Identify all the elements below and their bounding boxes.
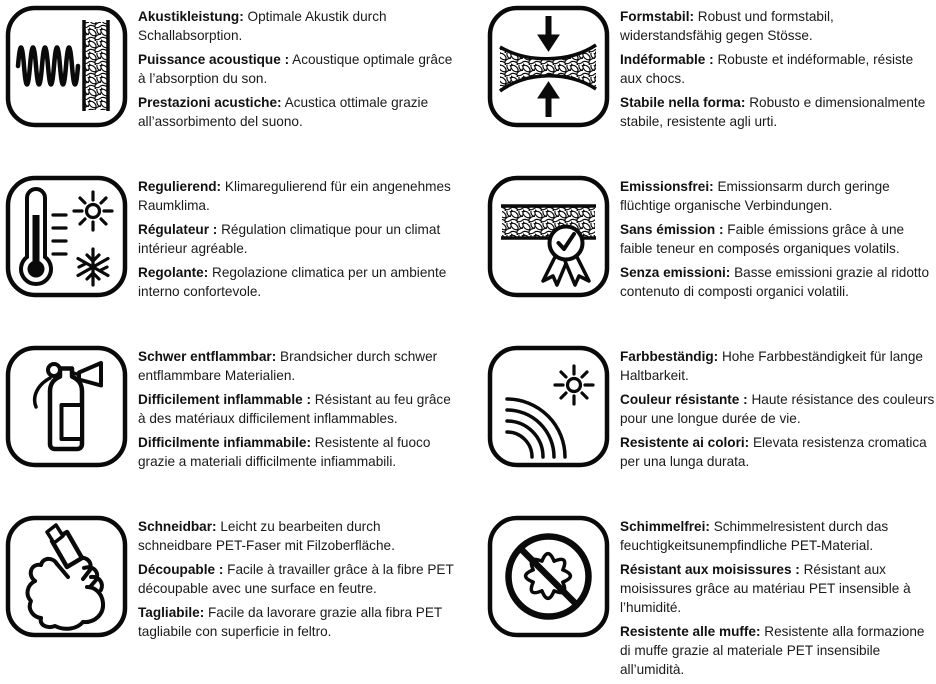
feature-text-fr: Résistant aux moisissures : Résistant aux moisissures grâce au matériau PET insensible à l’humidité. <box>620 562 911 615</box>
feature-climate-regulation <box>0 170 468 340</box>
feature-text-de: Schneidbar: Leicht zu bearbeiten durch schneidbare PET-Faser mit Filzoberfläche. <box>138 519 395 553</box>
feature-text-fr: Puissance acoustique : Acoustique optimale grâce à l’absorption du son. <box>138 52 453 86</box>
feature-text-block <box>620 345 936 476</box>
feature-text-block <box>620 515 936 684</box>
feature-text-block <box>138 5 458 136</box>
feature-text-fr: Sans émission : Faible émissions grâce à une faible teneur en composés organiques volatils. <box>620 222 905 256</box>
feature-acoustic-performance <box>0 0 468 170</box>
feature-text-fr: Difficilement inflammable : Résistant au feu grâce à des matériaux difficilement inflammables. <box>138 392 451 426</box>
sound-absorption-icon <box>5 5 128 128</box>
feature-text-fr: Couleur résistante : Haute résistance des couleurs pour une longue durée de vie. <box>620 392 935 426</box>
feature-text-de: Schimmelfrei: Schimmelresistent durch das feuchtigkeitsunempfindliche PET-Material. <box>620 519 889 553</box>
feature-text-block <box>138 515 458 646</box>
feature-text-fr: Régulateur : Régulation climatique pour un climat intérieur agréable. <box>138 222 441 256</box>
feature-text-it: Regolante: Regolazione climatica per un ambiente interno confortevole. <box>138 265 447 299</box>
feature-text-de: Farbbeständig: Hohe Farbbeständigkeit für lange Haltbarkeit. <box>620 349 923 383</box>
thermometer-sun-snowflake-icon <box>5 175 128 298</box>
feature-text-de: Emissionsfrei: Emissionsarm durch geringe flüchtige organische Verbindungen. <box>620 179 890 213</box>
feature-text-de: Schwer entflammbar: Brandsicher durch schwer entflammbare Materialien. <box>138 349 438 383</box>
feature-emission-free <box>468 170 936 340</box>
hand-cutter-icon <box>5 515 128 638</box>
feature-text-block <box>138 175 458 306</box>
feature-text-it: Tagliabile: Facile da lavorare grazie alla fibra PET tagliabile con superficie in feltro. <box>138 605 442 639</box>
compression-resistance-icon <box>487 5 610 128</box>
feature-text-de: Regulierend: Klimaregulierend für ein angenehmes Raumklima. <box>138 179 451 213</box>
feature-text-block <box>620 5 936 136</box>
feature-text-block <box>138 345 458 476</box>
feature-text-it: Difficilmente infiammabile: Resistente al fuoco grazie a materiali difficilmente infiammabili. <box>138 435 431 469</box>
feature-text-block <box>620 175 936 306</box>
rainbow-sun-icon <box>487 345 610 468</box>
feature-text-fr: Découpable : Facile à travailler grâce à la fibre PET découpable avec une surface en feutre. <box>138 562 454 596</box>
low-emission-certificate-icon <box>487 175 610 298</box>
feature-cuttable <box>0 510 468 680</box>
feature-text-it: Resistente ai colori: Elevata resistenza cromatica per una lunga durata. <box>620 435 927 469</box>
feature-text-it: Resistente alle muffe: Resistente alla formazione di muffe grazie al materiale PET insensibile all’umidità. <box>620 624 925 677</box>
feature-form-stability <box>468 0 936 170</box>
feature-color-fastness <box>468 340 936 510</box>
no-mold-icon <box>487 515 610 638</box>
feature-text-it: Prestazioni acustiche: Acustica ottimale grazie all’assorbimento del suono. <box>138 95 429 129</box>
feature-text-de: Formstabil: Robust und formstabil, widerstandsfähig gegen Stösse. <box>620 9 834 43</box>
feature-text-de: Akustikleistung: Optimale Akustik durch Schallabsorption. <box>138 9 387 43</box>
feature-text-fr: Indéformable : Robuste et indéformable, résiste aux chocs. <box>620 52 914 86</box>
fire-extinguisher-icon <box>5 345 128 468</box>
feature-text-it: Stabile nella forma: Robusto e dimensionalmente stabile, resistente agli urti. <box>620 95 926 129</box>
feature-mold-resistant <box>468 510 936 680</box>
feature-flame-retardant <box>0 340 468 510</box>
feature-text-it: Senza emissioni: Basse emissioni grazie al ridotto contenuto di composti organici volatili. <box>620 265 930 299</box>
